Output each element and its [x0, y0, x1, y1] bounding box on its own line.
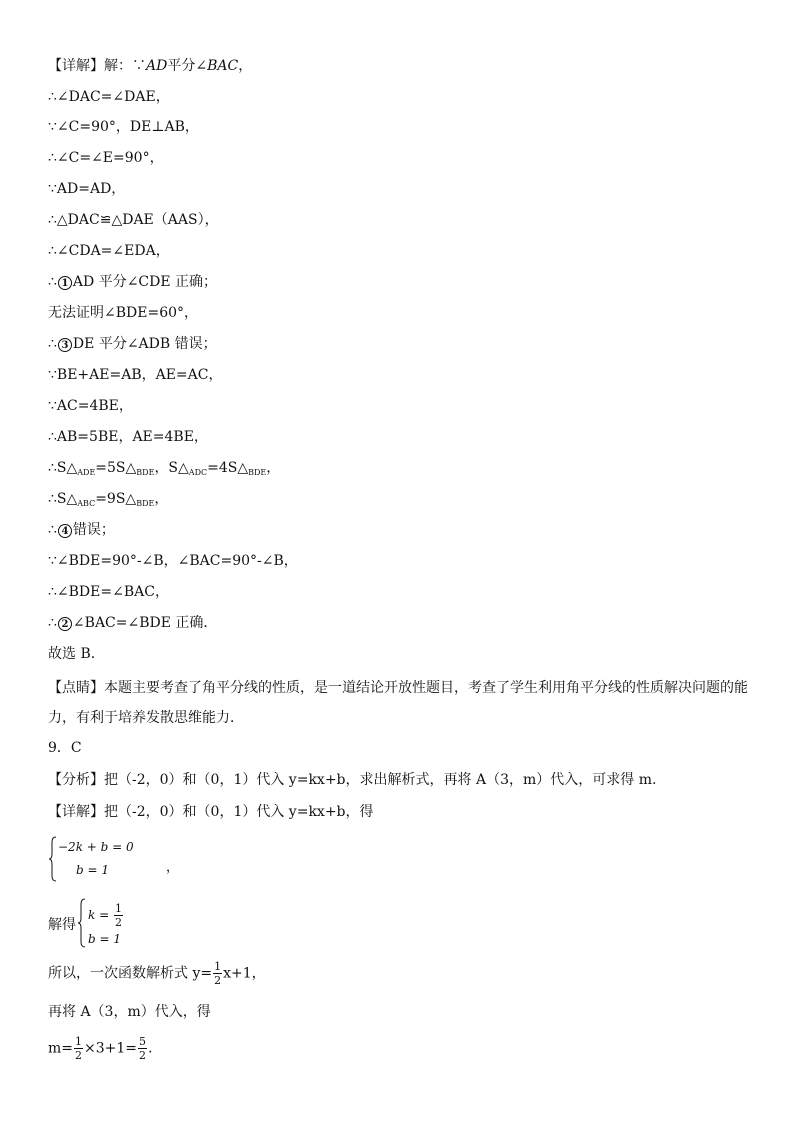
line-15: $\therefore S\triangle_{ABC}=9S\triangle_{BDE}$， [48, 491, 169, 508]
result-line: m= $\frac{1}{2}$ ×3+1= $\frac{5}{2}$ . [48, 1035, 153, 1062]
substitute-line: 再将 A（3，m）代入，得 [48, 1004, 211, 1020]
line-18: ∴∠BDE=∠BAC， [48, 584, 169, 600]
function-line: 所以，一次函数解析式 y= $\frac{1}{2}$ x+1， [48, 960, 266, 987]
line-13: ∴AB=5BE，AE=4BE， [48, 429, 208, 445]
line-11: ∵BE+AE=AB，AE=AC， [48, 367, 223, 383]
line-detail-start: 【详解】解：∵AD平分∠BAC， [48, 58, 253, 74]
question-9-answer: 9．C [48, 740, 82, 756]
line-6: ∴△DAC≌△DAE（AAS）， [48, 212, 219, 228]
line-5: ∵AD=AD， [48, 181, 126, 197]
fraction: $\frac{1}{2}$ [214, 960, 222, 987]
fraction: $\frac{1}{2}$ [75, 1035, 83, 1062]
line-19: ∴ 2 ∠BAC=∠BDE 正确． [48, 615, 218, 631]
line-16: ∴ 4 错误； [48, 522, 115, 538]
circled-number-4: 4 [58, 524, 72, 538]
comment-paragraph: 【点睛】本题主要考查了角平分线的性质，是一道结论开放性题目，考查了学生利用角平分线的性质解决问题的能力，有利于培养发散思维能力． [48, 680, 748, 726]
line-2: ∴∠DAC=∠DAE， [48, 89, 170, 105]
circled-number-1: 1 [58, 276, 72, 290]
line-3: ∵∠C=90°，DE⊥AB， [48, 119, 199, 135]
detail-line: 【详解】把（-2，0）和（0，1）代入 y=kx+b，得 [48, 804, 374, 820]
line-8: ∴ 1 AD 平分∠CDE 正确； [48, 274, 218, 290]
fraction: $\frac{1}{2}$ [114, 902, 122, 929]
circled-number-2: 2 [58, 617, 72, 631]
left-brace-icon [48, 836, 58, 882]
fraction: $\frac{5}{2}$ [139, 1035, 147, 1062]
line-12: ∵AC=4BE， [48, 398, 133, 414]
line-17: ∵∠BDE=90°-∠B，∠BAC=90°-∠B， [48, 553, 298, 569]
equation-system: −2k + b = 0 b = 1 ， [48, 836, 168, 882]
left-brace-icon [77, 898, 87, 948]
line-10: ∴ 3 DE 平分∠ADB 错误； [48, 336, 217, 352]
line-choice: 故选 B． [48, 646, 105, 662]
line-4: ∴∠C=∠E=90°， [48, 150, 164, 166]
line-14: $\therefore S\triangle_{ADE}=5S\triangle_{BDE}$，$S\triangle_{ADC}=4S\triangle_{BDE}$， [48, 460, 281, 477]
line-9: 无法证明∠BDE=60°， [48, 305, 199, 321]
circled-number-3: 3 [58, 338, 72, 352]
solution-system: 解得 k = $\frac{1}{2}$ b = 1 [48, 898, 168, 948]
line-7: ∴∠CDA=∠EDA， [48, 243, 170, 259]
analysis-line: 【分析】把（-2，0）和（0，1）代入 y=kx+b，求出解析式，再将 A（3，m）代入，可求得 m. [48, 772, 657, 788]
